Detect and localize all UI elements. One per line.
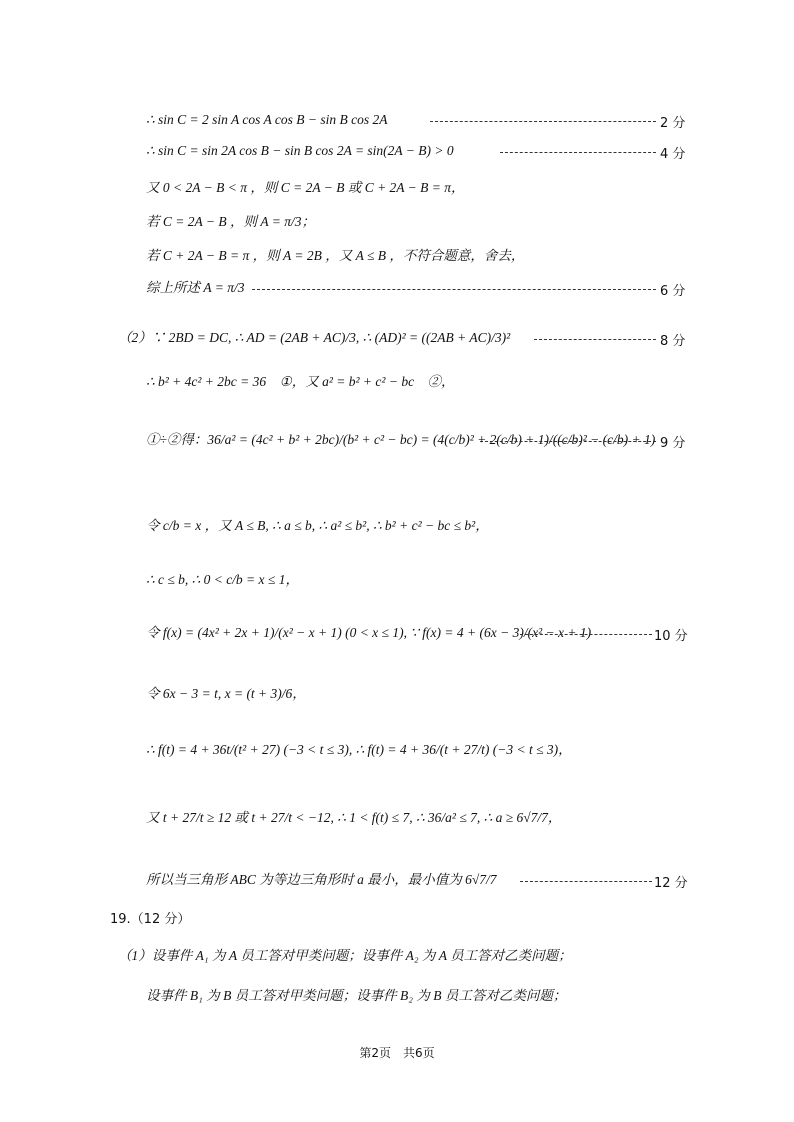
equation-line-14: ∴ f(t) = 4 + 36t/(t² + 27) (−3 < t ≤ 3), ∴ f(t) = 4 + 36/(t + 27/t) (−3 < t ≤ 3)， bbox=[146, 742, 572, 757]
equation-line-7: （2）∵ 2BD = DC, ∴ AD = (2AB + AC)/3, ∴ (AD)² = ((2AB + AC)/3)² bbox=[118, 330, 511, 345]
score-mark: 4 分 bbox=[660, 147, 686, 162]
equation-line-10: 令 c/b = x ，又 A ≤ B, ∴ a ≤ b, ∴ a² ≤ b², ∴ b² + c² − bc ≤ b²， bbox=[146, 518, 489, 533]
equation-line-12: 令 f(x) = (4x² + 2x + 1)/(x² − x + 1) (0 < x ≤ 1), ∵ f(x) = 4 + (6x − 3)/(x² − x + 1) bbox=[146, 625, 592, 640]
equation-line-16: 所以当三角形 ABC 为等边三角形时 a 最小，最小值为 6√7/7 bbox=[146, 872, 497, 887]
page-footer: 第2页 共6页 bbox=[359, 1046, 435, 1060]
dotted-leader bbox=[430, 121, 656, 122]
score-mark: 6 分 bbox=[660, 284, 686, 299]
equation-line-8: ∴ b² + 4c² + 2bc = 36 ①，又 a² = b² + c² − bc ②， bbox=[146, 374, 455, 389]
equation-line-5: 若 C + 2A − B = π ，则 A = 2B ，又 A ≤ B ，不符合题意，舍去， bbox=[146, 248, 525, 263]
dotted-leader bbox=[500, 152, 656, 153]
equation-line-11: ∴ c ≤ b, ∴ 0 < c/b = x ≤ 1， bbox=[146, 572, 299, 587]
equation-line-4: 若 C = 2A − B ，则 A = π/3； bbox=[146, 214, 315, 229]
equation-line-15: 又 t + 27/t ≥ 12 或 t + 27/t < −12, ∴ 1 < f(t) ≤ 7, ∴ 36/a² ≤ 7, ∴ a ≥ 6√7/7， bbox=[146, 810, 562, 825]
equation-line-13: 令 6x − 3 = t, x = (t + 3)/6， bbox=[146, 686, 306, 701]
equation-line-19: 设事件 B₁ 为 B 员工答对甲类问题；设事件 B₂ 为 B 员工答对乙类问题； bbox=[146, 988, 567, 1003]
dotted-leader bbox=[534, 339, 656, 340]
dotted-leader bbox=[520, 881, 652, 882]
score-mark: 2 分 bbox=[660, 116, 686, 131]
equation-line-2: ∴ sin C = sin 2A cos B − sin B cos 2A = sin(2A − B) > 0 bbox=[146, 143, 454, 158]
score-mark: 12 分 bbox=[654, 876, 688, 891]
equation-line-9: ①÷②得：36/a² = (4c² + b² + 2bc)/(b² + c² − bc) = (4(c/b)² + 2(c/b) + 1)/((c/b)² − (c/b) + 1) bbox=[146, 432, 656, 447]
score-mark: 10 分 bbox=[654, 629, 688, 644]
score-mark: 9 分 bbox=[660, 436, 686, 451]
equation-line-1: ∴ sin C = 2 sin A cos A cos B − sin B cos 2A bbox=[146, 112, 388, 127]
dotted-leader bbox=[480, 441, 656, 442]
dotted-leader bbox=[520, 634, 652, 635]
question-heading: 19.（12 分） bbox=[110, 912, 191, 927]
dotted-leader bbox=[252, 289, 656, 290]
equation-line-18: （1）设事件 A₁ 为 A 员工答对甲类问题；设事件 A₂ 为 A 员工答对乙类问题； bbox=[118, 948, 572, 963]
equation-line-6: 综上所述 A = π/3 bbox=[146, 280, 245, 295]
equation-line-3: 又 0 < 2A − B < π ，则 C = 2A − B 或 C + 2A − B = π， bbox=[146, 180, 465, 195]
score-mark: 8 分 bbox=[660, 334, 686, 349]
